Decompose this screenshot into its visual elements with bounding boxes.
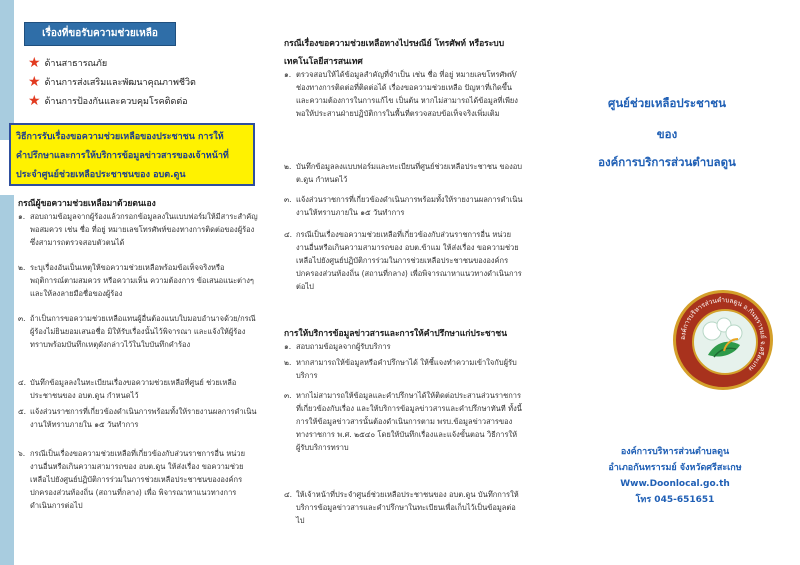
panel-middle <box>270 0 530 565</box>
side-bar-top <box>0 0 14 140</box>
panel-right <box>535 0 800 565</box>
contact-phone: โทร 045-651651 <box>635 495 715 505</box>
section-title-in-person: กรณีผู้ขอความช่วยเหลือมาด้วยตนเอง <box>18 199 156 209</box>
list-item: ๑. สอบถามข้อมูลจากผู้รับบริการ <box>284 342 391 351</box>
list-item: ๔. บันทึกข้อมูลลงในทะเบียนเรื่องขอความช่วยเหลือที่ศูนย์ ช่วยเหลือประชาชนของ อบต.ดูน กำหนดไว้ <box>18 378 237 400</box>
procedure-line: วิธีการรับเรื่องขอความช่วยเหลือของประชาชน การให้ <box>16 132 224 142</box>
star-icon: ★ <box>28 55 41 71</box>
side-bar-bottom <box>0 195 14 565</box>
list-item: ๖. กรณีเป็นเรื่องขอความช่วยเหลือที่เกี่ยวข้องกับส่วนราชการอื่น หน่วยงานอื่นหรือเกินความสามารถของ อบต.ดูน ให้ส่งเรื่อง ขอความช่วยเหลือไปยังศูนย์ปฏิบัติการร่วมในการช่วยเหลือประชาชนขององค์กรปกครองส่วนท้องถิ่น (สถานที่กลาง) เพื่อ พิจารณาหาแนวทางการดำเนินการต่อไป <box>18 449 246 510</box>
category-item: ★ ด้านการป้องกันและควบคุมโรคติดต่อ <box>28 93 188 109</box>
organization-logo <box>673 290 773 390</box>
panel-left <box>0 0 262 565</box>
leaf-icon <box>694 311 752 369</box>
list-item: ๑. สอบถามข้อมูลจากผู้ร้องแล้วกรอกข้อมูลลงในแบบฟอร์มให้มีสาระสำคัญพอสมควร เช่น ชื่อ ที่อยู่ หมายเลขโทรศัพท์ของทางการติดต่อของผู้ร้อง ซึ่งสามารถตรวจสอบตัวตนได้ <box>18 212 258 247</box>
list-item: ๒. บันทึกข้อมูลลงแบบฟอร์มและทะเบียนที่ศูนย์ช่วยเหลือประชาชน ของอบต.ดูน กำหนดไว้ <box>284 162 523 184</box>
cover-title-line: องค์การบริการส่วนตำบลดูน <box>598 155 736 169</box>
list-item: ๔. กรณีเป็นเรื่องขอความช่วยเหลือที่เกี่ยวข้องกับส่วนราชการอื่น หน่วยงานอื่นหรือเกินความสามารถของ อบต.ข้าแม ให้ส่งเรื่อง ขอความช่วยเหลือไปยังศูนย์ปฏิบัติการร่วมในการช่วยเหลือประชาชนขององค์กรปกครองส่วนท้องถิ่น (สถานที่กลาง) เพื่อพิจารณาหาแนวทางดำเนินการต่อไป <box>284 230 522 291</box>
procedure-line: ประจำศูนย์ช่วยเหลือประชาชนของ อบต.ดูน <box>16 170 186 180</box>
list-item: ๓. แจ้งส่วนราชการที่เกี่ยวข้องดำเนินการพร้อมทั้งให้รายงานผลการดำเนินงานให้ทราบภายใน ๑๕ วันทำการ <box>284 195 523 217</box>
star-icon: ★ <box>28 93 41 109</box>
contact-org-name: องค์การบริหารส่วนตำบลดูน <box>620 447 730 457</box>
list-item: ๔. ให้เจ้าหน้าที่ประจำศูนย์ช่วยเหลือประชาชนของ อบต.ดูน บันทึกการให้บริการข้อมูลข่าวสารและคำปรึกษาในทะเบียนเพื่อเก็บไว้เป็นข้อมูลต่อไป <box>284 490 519 525</box>
list-item: ๓. หากไม่สามารถให้ข้อมูลและคำปรึกษาได้ให้ติดต่อประสานส่วนราชการที่เกี่ยวข้องกับเรื่อง และให้บริการข้อมูลข่าวสารและคำปรึกษาทันที ทั้งนี้ การให้ข้อมูลข่าวสารนั้นต้องดำเนินการตาม พรบ.ข้อมูลข่าวสารของทางราชการ พ.ศ. ๒๕๔๐ โดยให้บันทึกเรื่องและแจ้งขั้นตอน วิธีการให้ผู้รับบริการทราบ <box>284 391 522 452</box>
list-item: ๒. หากสามารถให้ข้อมูลหรือคำปรึกษาได้ ให้ชี้แจงทำความเข้าใจกับผู้รับบริการ <box>284 358 517 380</box>
contact-address: อำเภอกันทรารมย์ จังหวัดศรีสะเกษ <box>608 463 742 473</box>
procedure-line: คำปรึกษาและการให้บริการข้อมูลข่าวสารของเจ้าหน้าที่ <box>16 151 229 161</box>
list-item: ๒. ระบุเรื่องอันเป็นเหตุให้ขอความช่วยเหลือพร้อมข้อเท็จจริงหรือพฤติการณ์ตามสมควร หรือความเห็น ความต้องการ ข้อเสนอแนะต่างๆ และให้ลงลายมือชื่อของผู้ร้อง <box>18 263 254 298</box>
contact-website-link[interactable]: Www.Doonlocal.go.th <box>620 479 730 489</box>
list-item: ๑. ตรวจสอบให้ได้ข้อมูลสำคัญที่จำเป็น เช่น ชื่อ ที่อยู่ หมายเลขโทรศัพท์/ช่องทางการติดต่อที่ติดต่อได้ เรื่องขอความช่วยเหลือ ปัญหาที่เกิดขึ้น และความต้องการในการแก้ไข เป็นต้น หากไม่สามารถได้ข้อมูลที่เพียงพอให้ประสานฝ่ายปฏิบัติการในพื้นที่ตรวจสอบข้อเท็จจริงเพิ่มเติม <box>284 70 518 118</box>
list-item: ๓. ถ้าเป็นการขอความช่วยเหลือแทนผู้อื่นต้องแนบใบมอบอำนาจด้วย/กรณีผู้ร้องไม่ยินยอมเสนอชื่อ มิให้รับเรื่องนั้นไว้พิจารณา และแจ้งให้ผู้ร้องทราบพร้อมบันทึกเหตุดังกล่าวไว้ในใบบันทึกคำร้อง <box>18 314 256 349</box>
section-title-remote: กรณีเรื่องขอความช่วยเหลือทางไปรษณีย์ โทรศัพท์ หรือระบบ เทคโนโลยีสารสนเทศ <box>284 39 505 67</box>
category-item: ★ ด้านการส่งเสริมและพัฒนาคุณภาพชีวิต <box>28 74 196 90</box>
cover-title-line: ศูนย์ช่วยเหลือประชาชน <box>608 96 726 110</box>
logo-emblem <box>692 309 758 375</box>
procedure-highlight-box <box>9 123 255 186</box>
star-icon: ★ <box>28 74 41 90</box>
svg-text:องค์การบริหารส่วนตำบลดูน อ.กัน: องค์การบริหารส่วนตำบลดูน อ.กันทรารมย์ จ.ศรีสะเกษ <box>678 295 768 373</box>
list-item: ๕. แจ้งส่วนราชการที่เกี่ยวข้องดำเนินการพร้อมทั้งให้รายงานผลการดำเนินงานให้ทราบภายใน ๑๕ วันทำการ <box>18 407 257 429</box>
request-topic-title: เรื่องที่ขอรับความช่วยเหลือ <box>24 22 176 46</box>
section-title-information: การให้บริการข้อมูลข่าวสารและการให้คำปรึกษาแก่ประชาชน <box>284 329 508 339</box>
category-item: ★ ด้านสาธารณภัย <box>28 55 108 71</box>
cover-title-line: ของ <box>656 127 678 141</box>
